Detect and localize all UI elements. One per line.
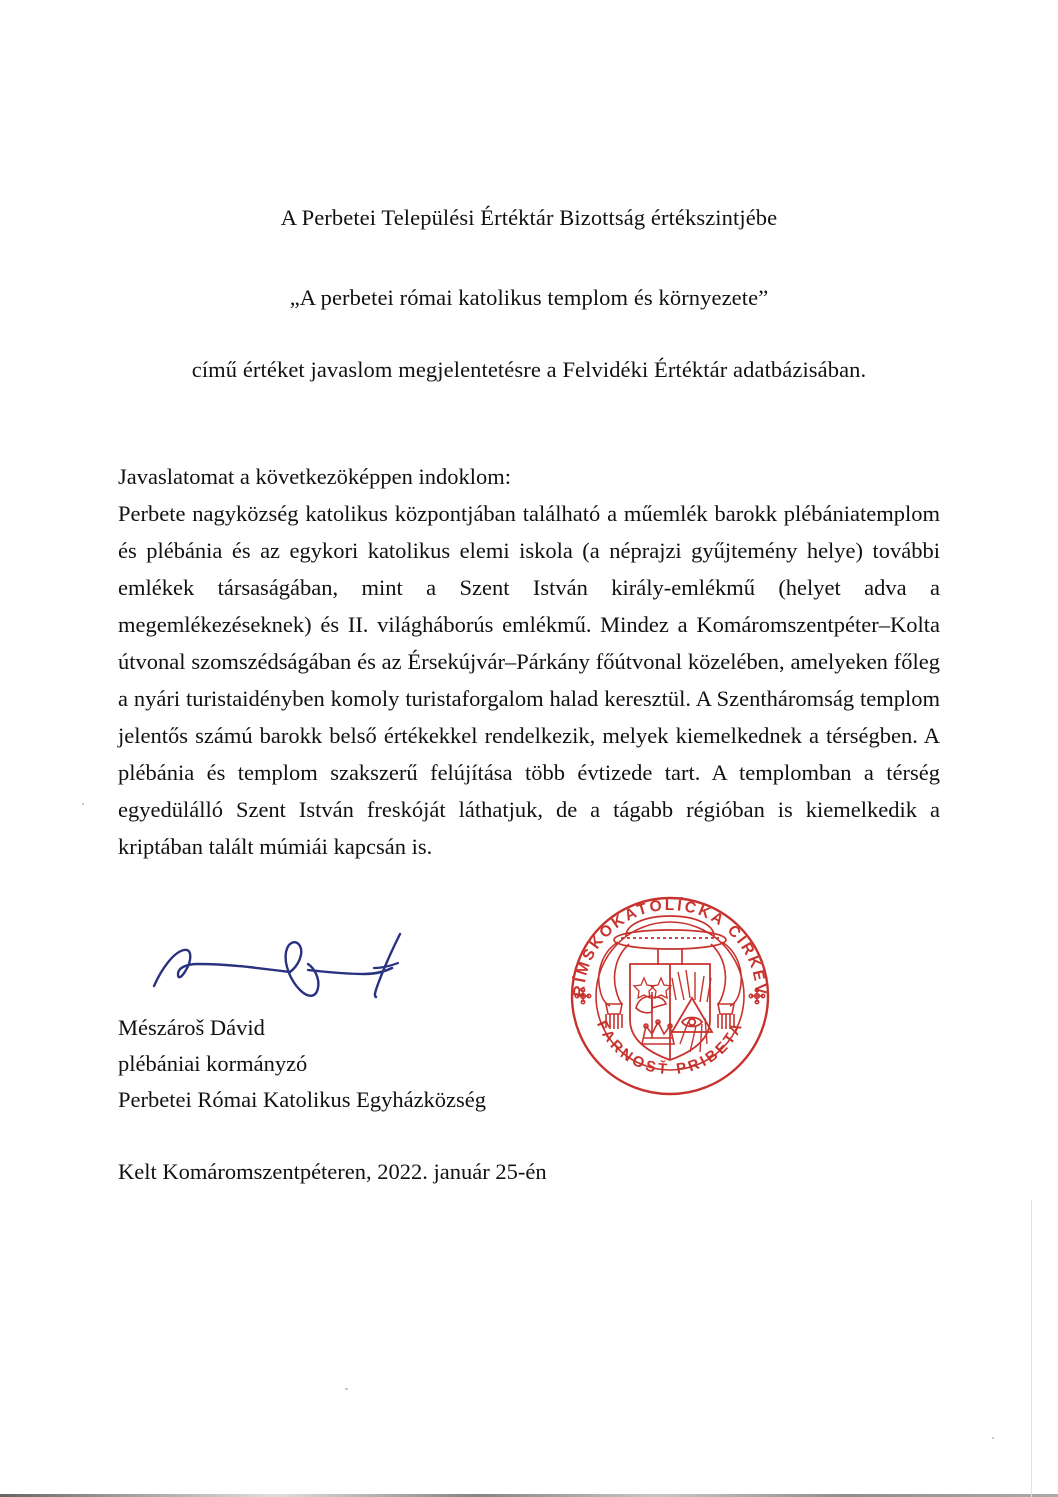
stamp-text-top: RÍMSKOKATOLÍCKA CIRKEV: [570, 896, 770, 998]
scan-speck-3: [992, 1437, 994, 1439]
handwritten-signature: [148, 928, 438, 1000]
halberd-axe-icon: [636, 992, 666, 1038]
body-intro-line: Javaslatomat a következöképpen indoklom:: [118, 464, 512, 489]
scan-edge-artifact-right: [1031, 1200, 1032, 1497]
date-and-place-line: Kelt Komáromszentpéteren, 2022. január 25-én: [118, 1159, 547, 1184]
scan-speck-2: [82, 803, 84, 805]
stamp-text-bottom: FARNOSŤ PRIBETA: [593, 1017, 747, 1079]
body-text-block: [118, 458, 940, 865]
signatory-title: plébániai kormányzó: [118, 1051, 308, 1076]
heading-line-2-value-title: „A perbetei római katolikus templom és környezete”: [289, 285, 769, 310]
signatory-name: Mészároš Dávid: [118, 1015, 265, 1040]
heading-line-3-proposal: című értéket javaslom megjelentetésre a Felvidéki Értéktár adatbázisában.: [191, 357, 867, 382]
heading-line-1: A Perbetei Települési Értéktár Bizottság értékszintjébe: [280, 205, 778, 230]
body-justification-paragraph: Perbete nagyközség katolikus központjában található a műemlék barokk plébániatemplom és plébánia és az egykori katolikus elemi iskola (a néprajzi gyűjtemény helye) további emlékek társaságában, mint a Szent István király-emlékmű (helyet adva a megemlékezéseknek) és II. világháborús emlékmű. Mindez a Komáromszentpéter–Kolta útvonal szomszédságában és az Érsekújvár–Párkány főútvonal közelében, amelyeken főleg a nyári turistaidényben komoly turistaforgalom halad keresztül. A Szentháromság templom jelentős számú barokk belső értékekkel rendelkezik, melyek kiemelkednek a térségben. A plébánia és templom szakszerű felújítása több évtizede tart. A templomban a térség egyedülálló Szent István freskóját láthatjuk, de a tágabb régióban is kiemelkedik a kriptában talált múmiái kapcsán is.: [118, 501, 940, 859]
radiating-rays-icon: [672, 970, 711, 1052]
signature-block: [118, 1010, 638, 1118]
signatory-organization: Perbetei Római Katolikus Egyházközség: [118, 1087, 487, 1112]
scan-speck-1: [345, 1388, 348, 1390]
six-pointed-star-left: [634, 978, 654, 998]
six-pointed-star-right: [651, 978, 671, 998]
official-round-stamp: [566, 892, 774, 1100]
